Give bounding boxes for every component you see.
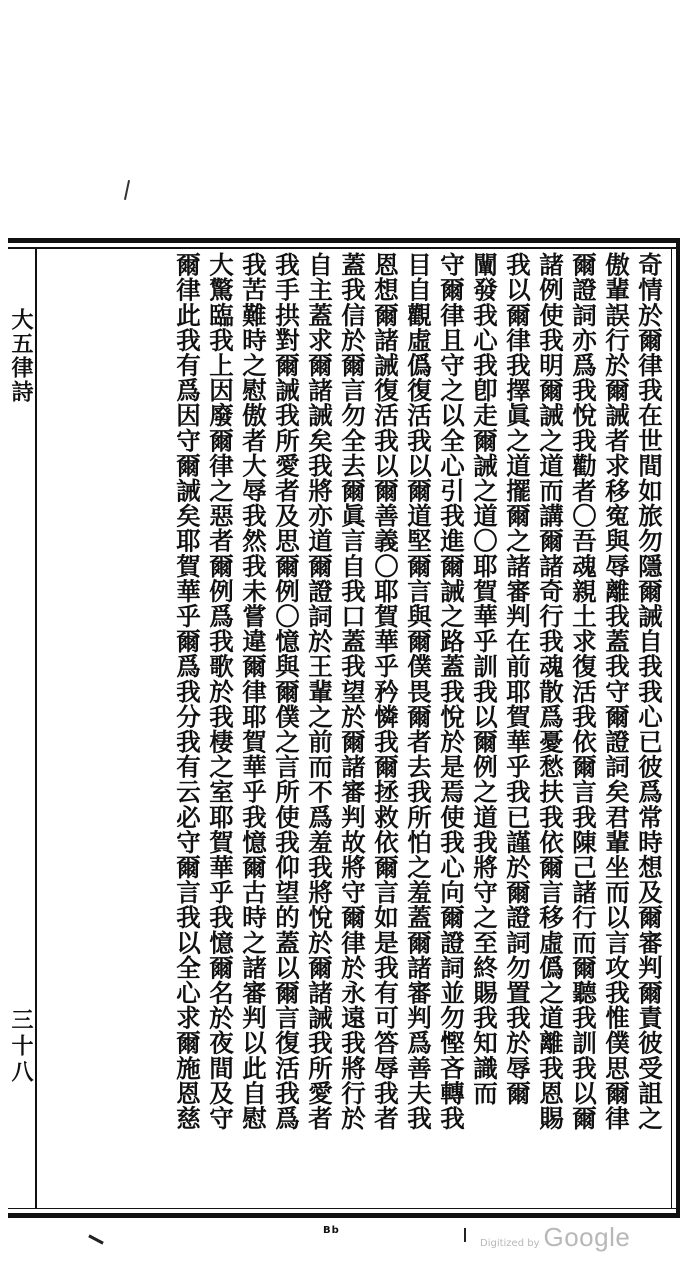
digitization-watermark <box>480 1222 630 1253</box>
top-border-thin <box>8 247 680 249</box>
text-column: 我以爾律我擇眞之道擺爾之諸審判在前耶賀華乎我已謹於爾證詞勿置我於辱爾 <box>503 252 532 1106</box>
text-column: 奇情於爾律我在世間如旅勿隱爾誡自我我心已彼爲常時想及爾審判爾責彼受詛之 <box>635 252 664 1131</box>
text-column: 爾證詞亦爲我悅我勸者〇吾魂親土求復活我依爾言我陳己諸行而爾聽我訓我以爾 <box>569 252 598 1131</box>
text-column: 傲輩誤行於爾誡者求移寃與辱離我蓋我守爾證詞矣君輩坐而以言攻我惟僕思爾律 <box>602 252 631 1131</box>
text-column: 闡發我心我卽走爾誡之道〇耶賀華乎訓我以爾例之道我將守之至終賜我知識而 <box>470 252 499 1106</box>
text-column: 大驚臨我上因廢爾律之惡者爾例爲我歌於我棲之室耶賀華乎我憶爾名於夜間及守 <box>206 252 235 1131</box>
bottom-border-thin <box>8 1208 680 1210</box>
text-column: 我手拱對爾誡我所愛者及思爾例〇憶與爾僕之言所使我仰望的蓋以爾言復活我爲 <box>272 252 301 1131</box>
bottom-border-thick <box>8 1213 680 1218</box>
watermark-prefix: Digitized by <box>480 1238 540 1249</box>
text-column: 恩想爾諸誡復活我以爾善義〇耶賀華乎矜憐我爾拯救依爾言如是我有可答辱我者 <box>371 252 400 1131</box>
text-column: 爾律此我有爲因守爾誡矣耶賀華乎爾爲我分我有云必守爾言我以全心求爾施恩慈 <box>173 252 202 1131</box>
running-title: 大五律詩 <box>8 308 34 404</box>
page-frame <box>8 238 680 1218</box>
margin-divider-line <box>35 247 37 1209</box>
text-column: 自主蓋求爾諸誡矣我將亦道爾證詞於王輩之前而不爲羞我將悅於爾諸誡我所愛者 <box>305 252 334 1131</box>
right-border-thick <box>676 238 680 1218</box>
page-number: 三十八 <box>8 1008 34 1086</box>
google-logo: Google <box>543 1222 631 1252</box>
stray-ink-mark <box>124 180 130 200</box>
footer-ink-mark <box>88 1234 104 1244</box>
text-column: 蓋我信於爾言勿全去爾眞言自我口蓋我望於爾諸審判故將守爾律於永遠我將行於 <box>338 252 367 1131</box>
signature-mark: Bb <box>323 1225 340 1236</box>
main-text-body <box>42 252 666 1202</box>
text-column: 目自觀虛僞復活我以爾道堅爾言與爾僕畏爾者去我所怕之羞蓋爾諸審判爲善夫我 <box>404 252 433 1131</box>
text-column: 守爾律且守之以全心引我進爾誡之路蓋我悅於是焉使我心向爾證詞並勿慳吝轉我 <box>437 252 466 1131</box>
footer-tick-mark <box>464 1228 466 1242</box>
right-border-thin <box>671 247 672 1209</box>
text-column: 我苦難時之慰傲者大辱我然我未嘗違爾律耶賀華乎我憶爾古時之諸審判以此自慰 <box>239 252 268 1131</box>
top-border-thick <box>8 238 680 243</box>
text-column: 諸例使我明爾誡之道而講爾諸奇行我魂散爲憂愁扶我依爾言移虛僞之道離我恩賜 <box>536 252 565 1131</box>
